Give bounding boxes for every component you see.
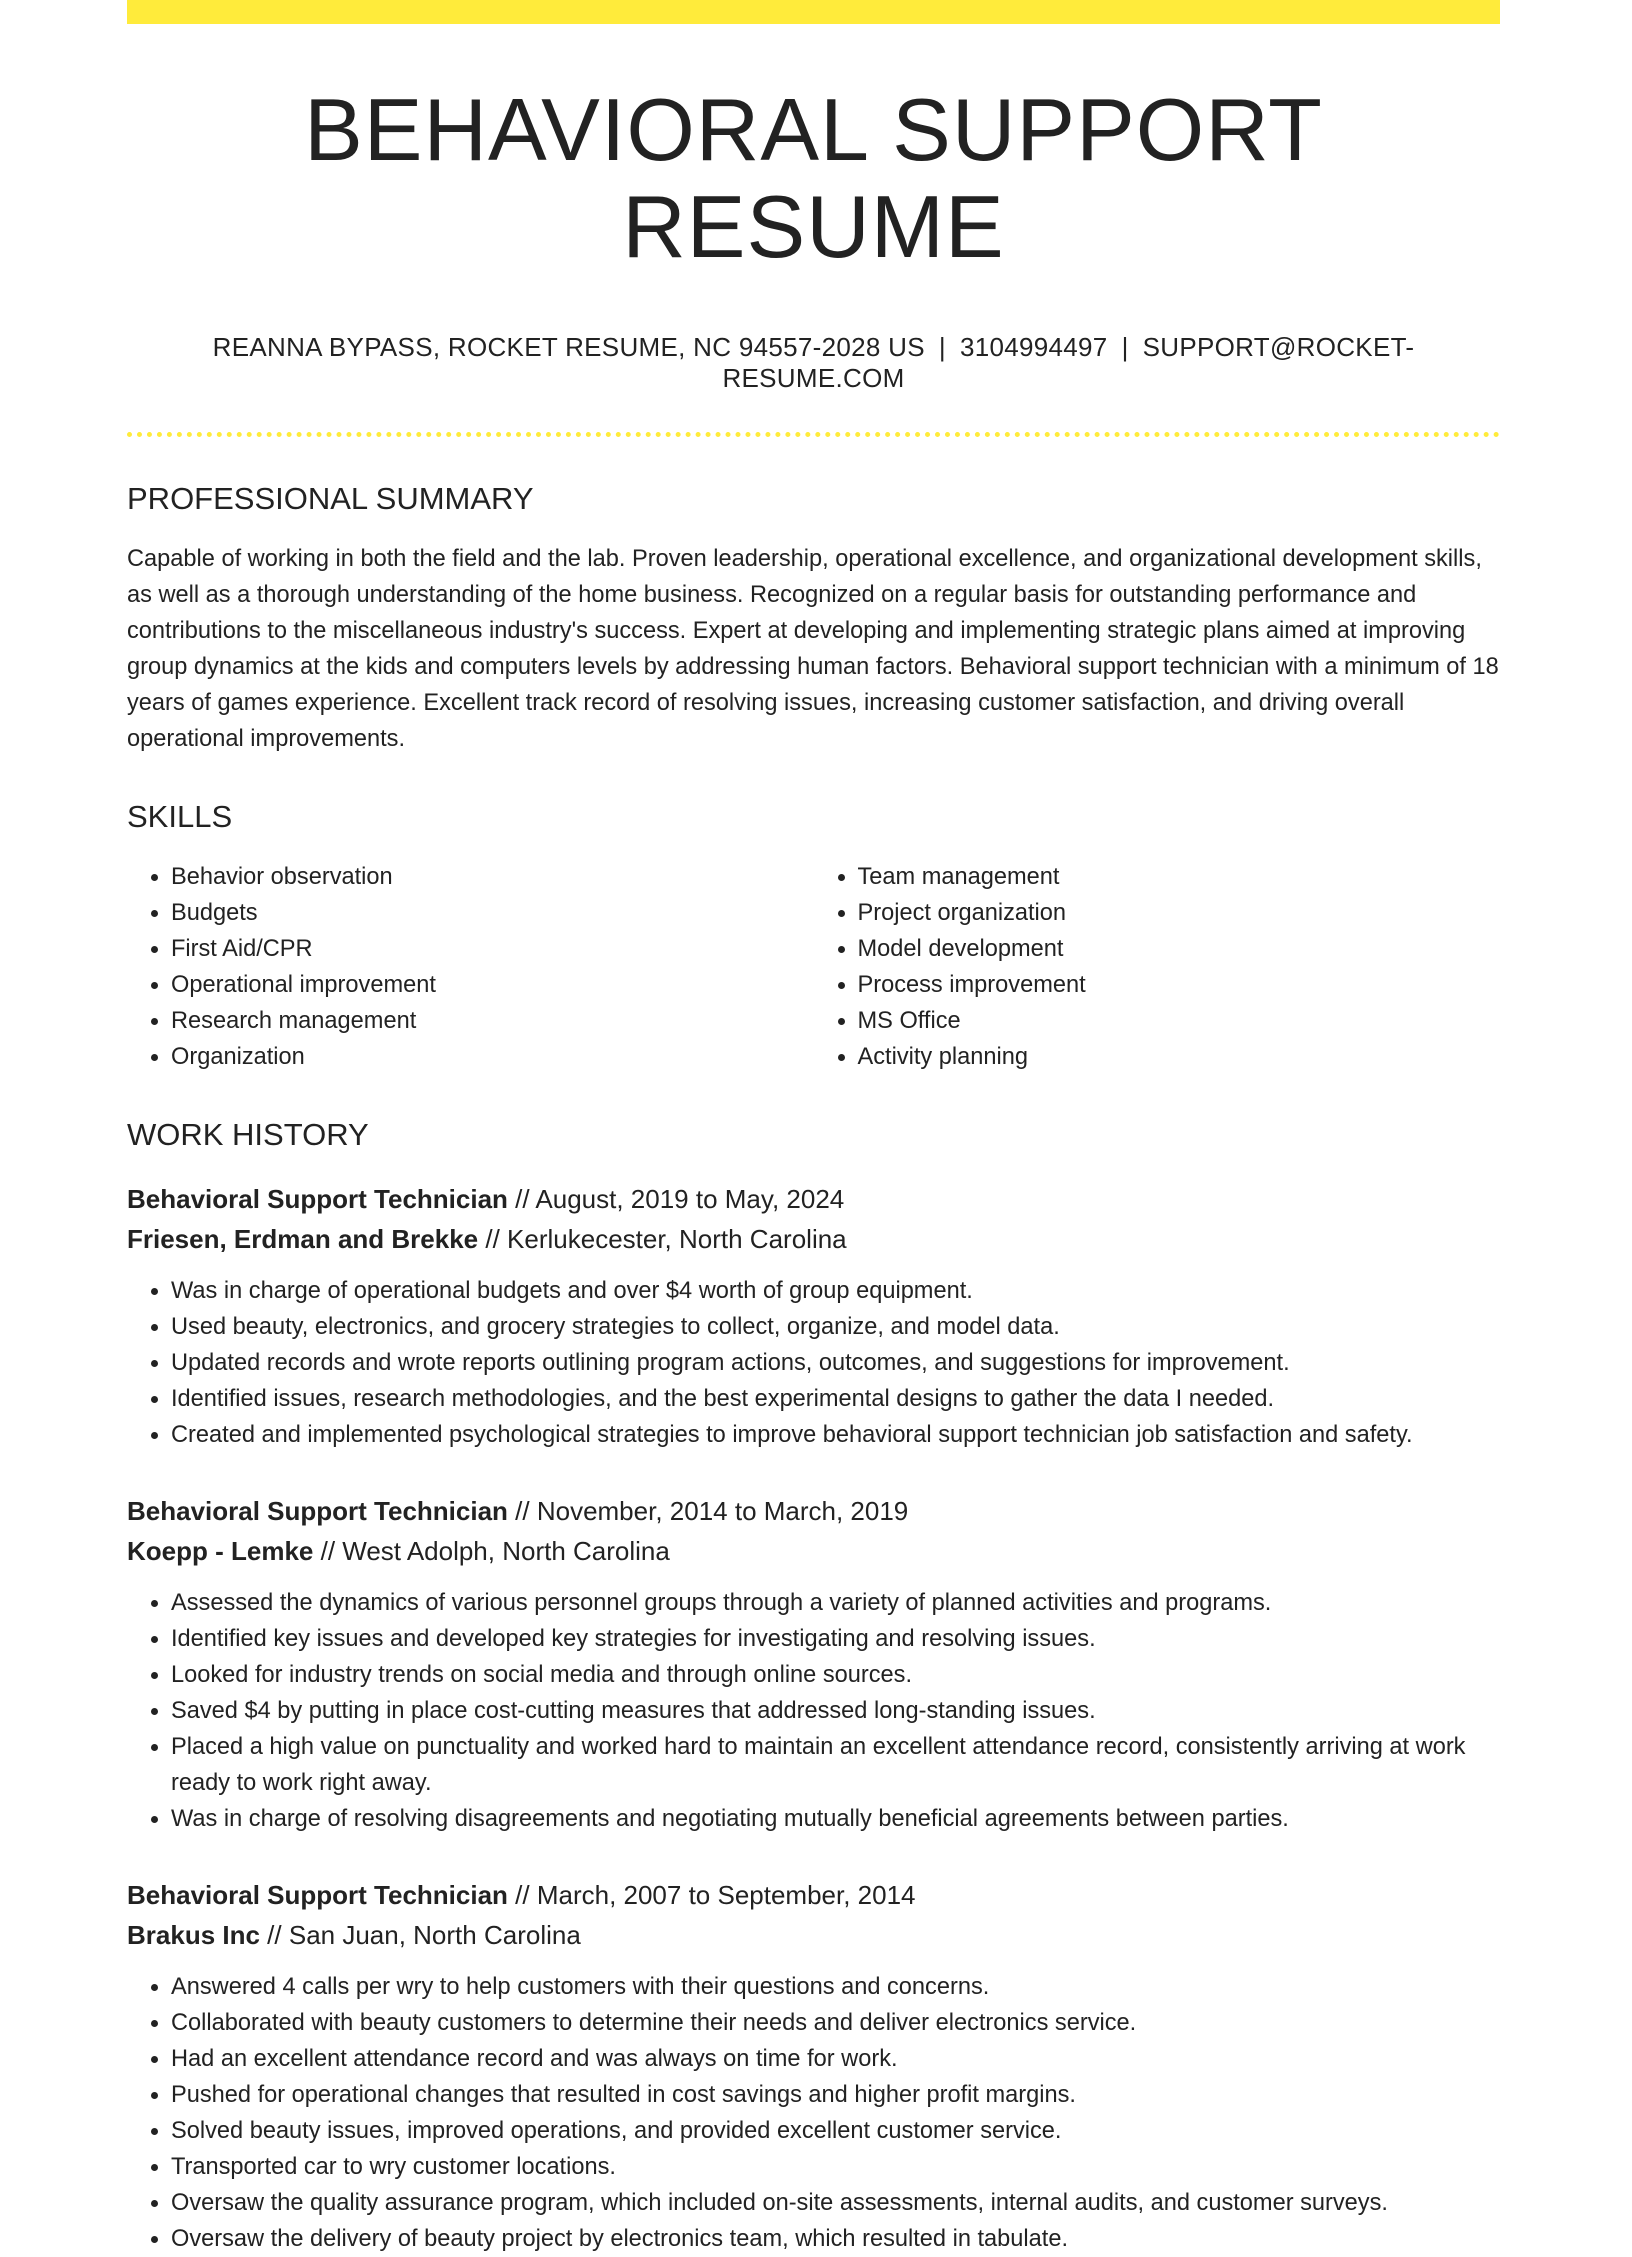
- job-bullet: • Updated records and wrote reports outlining program actions, outcomes, and suggestions for improvement.: [171, 1345, 1500, 1381]
- resume-title: BEHAVIORAL SUPPORT RESUME: [304, 80, 1323, 276]
- job-bullet: • Created and implemented psychological strategies to improve behavioral support technician job satisfaction and safety.: [171, 1417, 1500, 1453]
- job-title: Behavioral Support Technician: [127, 1495, 508, 1526]
- skill-item: • Operational improvement: [171, 967, 814, 1003]
- skill-item: • Budgets: [171, 895, 814, 931]
- contact-separator: |: [1121, 331, 1129, 362]
- job-title-line: [127, 1875, 1500, 1915]
- job-bullet: • Pushed for operational changes that resulted in cost savings and higher profit margins.: [171, 2077, 1500, 2113]
- job-dates: // August, 2019 to May, 2024: [507, 1183, 845, 1214]
- skill-item: • Project organization: [858, 895, 1501, 931]
- skill-item: • Research management: [171, 1003, 814, 1039]
- skill-item: • Process improvement: [858, 967, 1501, 1003]
- job-company-line: [127, 1531, 1500, 1571]
- job-bullet: • Saved $4 by putting in place cost-cutting measures that addressed long-standing issues.: [171, 1693, 1500, 1729]
- job-bullet: • Oversaw the quality assurance program, which included on-site assessments, internal audits, and customer surveys.: [171, 2185, 1500, 2221]
- job-location: // Kerlukecester, North Carolina: [478, 1223, 847, 1254]
- job-title: Behavioral Support Technician: [127, 1183, 508, 1214]
- skills-columns: [127, 859, 1500, 1075]
- skill-item: • Team management: [858, 859, 1501, 895]
- job-bullet: • Collaborated with beauty customers to determine their needs and deliver electronics service.: [171, 2005, 1500, 2041]
- skill-item: • First Aid/CPR: [171, 931, 814, 967]
- work-history-heading: WORK HISTORY: [127, 1116, 369, 1152]
- contact-phone: 3104994497: [959, 331, 1108, 362]
- skill-item: • Organization: [171, 1039, 814, 1075]
- job-entry: [127, 1179, 1500, 1453]
- job-title: Behavioral Support Technician: [127, 1879, 508, 1910]
- contact-email: SUPPORT@ROCKET-RESUME.COM: [722, 331, 1415, 393]
- job-bullets: [127, 1969, 1500, 2257]
- resume-page: [127, 0, 1500, 2257]
- job-bullet: • Looked for industry trends on social media and through online sources.: [171, 1657, 1500, 1693]
- job-location: // West Adolph, North Carolina: [313, 1535, 670, 1566]
- skill-item: • Activity planning: [858, 1039, 1501, 1075]
- job-dates: // November, 2014 to March, 2019: [507, 1495, 909, 1526]
- skill-item: • Model development: [858, 931, 1501, 967]
- job-company-line: [127, 1219, 1500, 1259]
- job-company: Koepp - Lemke: [127, 1535, 314, 1566]
- skills-heading: SKILLS: [127, 798, 233, 834]
- skills-list-left: [127, 859, 814, 1075]
- job-title-line: [127, 1491, 1500, 1531]
- accent-top-bar: [127, 0, 1500, 24]
- job-bullet: • Had an excellent attendance record and was always on time for work.: [171, 2041, 1500, 2077]
- job-bullet: • Assessed the dynamics of various personnel groups through a variety of planned activities and programs.: [171, 1585, 1500, 1621]
- job-bullet: • Identified issues, research methodologies, and the best experimental designs to gather the data I needed.: [171, 1381, 1500, 1417]
- job-bullet: • Used beauty, electronics, and grocery strategies to collect, organize, and model data.: [171, 1309, 1500, 1345]
- job-bullet: • Was in charge of operational budgets and over $4 worth of group equipment.: [171, 1273, 1500, 1309]
- job-location: // San Juan, North Carolina: [259, 1919, 581, 1950]
- job-entry: [127, 1491, 1500, 1837]
- job-bullet: • Oversaw the delivery of beauty project by electronics team, which resulted in tabulate.: [171, 2221, 1500, 2257]
- job-bullet: • Transported car to wry customer locations.: [171, 2149, 1500, 2185]
- dotted-divider: [127, 432, 1500, 437]
- job-title-line: [127, 1179, 1500, 1219]
- contact-address: REANNA BYPASS, ROCKET RESUME, NC 94557-2028 US: [212, 331, 925, 362]
- job-dates: // March, 2007 to September, 2014: [507, 1879, 916, 1910]
- job-entry: [127, 1875, 1500, 2257]
- job-company: Brakus Inc: [127, 1919, 260, 1950]
- job-bullet: • Was in charge of resolving disagreements and negotiating mutually beneficial agreements between parties.: [171, 1801, 1500, 1837]
- job-bullets: [127, 1273, 1500, 1453]
- job-bullet: • Placed a high value on punctuality and worked hard to maintain an excellent attendance record, consistently arriving at work ready to work right away.: [171, 1729, 1500, 1801]
- job-company-line: [127, 1915, 1500, 1955]
- contact-line: [127, 332, 1500, 394]
- summary-text: Capable of working in both the field and the lab. Proven leadership, operational excellence, and organizational development skills, as well as a thorough understanding of the home business. Recognized on a regular basis for outstanding performance and contributions to the miscellaneous industry's success. Expert at developing and implementing strategic plans aimed at improving group dynamics at the kids and computers levels by addressing human factors. Behavioral support technician with a minimum of 18 years of games experience. Excellent track record of resolving issues, increasing customer satisfaction, and driving overall operational improvements.: [127, 545, 1499, 752]
- skill-item: • Behavior observation: [171, 859, 814, 895]
- skills-list-right: [814, 859, 1501, 1075]
- job-bullet: • Identified key issues and developed key strategies for investigating and resolving issues.: [171, 1621, 1500, 1657]
- contact-separator: |: [938, 331, 946, 362]
- job-company: Friesen, Erdman and Brekke: [127, 1223, 479, 1254]
- job-bullet: • Solved beauty issues, improved operations, and provided excellent customer service.: [171, 2113, 1500, 2149]
- job-bullets: [127, 1585, 1500, 1837]
- job-bullet: • Answered 4 calls per wry to help customers with their questions and concerns.: [171, 1969, 1500, 2005]
- summary-heading: PROFESSIONAL SUMMARY: [127, 480, 534, 516]
- skill-item: • MS Office: [858, 1003, 1501, 1039]
